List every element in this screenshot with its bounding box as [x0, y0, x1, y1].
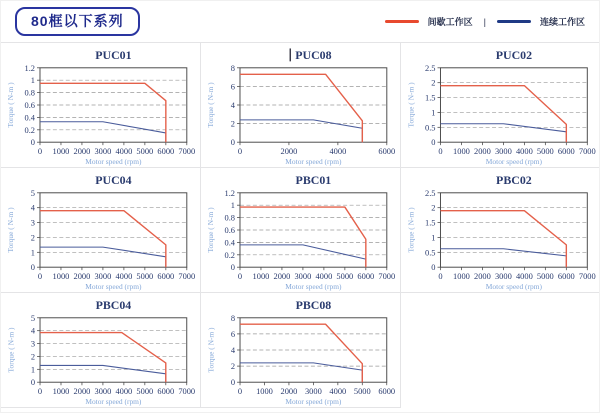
continuous-zone-swatch — [497, 20, 531, 23]
intermittent-curve — [40, 83, 166, 142]
x-tick-label: 0 — [438, 271, 443, 282]
x-tick-label: 2000 — [474, 271, 491, 282]
y-tick-label: 1 — [30, 75, 36, 86]
y-tick-label: 1.5 — [424, 217, 436, 228]
chart-cell-PBC01 — [201, 168, 401, 293]
chart-cell-PUC02 — [401, 43, 600, 168]
x-tick-label: 5000 — [353, 386, 371, 397]
intermittent-curve — [240, 324, 362, 382]
x-tick-label: 3000 — [494, 146, 512, 157]
x-tick-label: 6000 — [357, 271, 375, 282]
x-tick-label: 7000 — [178, 271, 196, 282]
x-axis-label: Motor speed (rpm) — [485, 282, 542, 292]
y-tick-label: 4 — [230, 344, 236, 355]
y-tick-label: 2.5 — [424, 187, 436, 198]
x-tick-label: 0 — [37, 271, 43, 282]
chart-cell-PUC04 — [1, 168, 201, 293]
intermittent-curve — [240, 207, 366, 267]
x-tick-label: 7000 — [578, 146, 596, 157]
y-tick-label: 0 — [30, 262, 36, 273]
chart-PBC02 — [401, 168, 600, 292]
x-tick-label: 5000 — [536, 146, 554, 157]
legend-separator: | — [483, 16, 486, 27]
text-caret — [290, 48, 291, 61]
x-tick-label: 6000 — [157, 271, 175, 282]
y-tick-label: 0.2 — [24, 124, 36, 135]
y-axis-label: Torque ( N-m ) — [206, 327, 216, 373]
y-axis-label: Torque ( N-m ) — [6, 327, 16, 373]
y-tick-label: 3 — [30, 338, 36, 349]
y-tick-label: 0 — [230, 262, 236, 273]
x-tick-label: 3000 — [94, 386, 112, 397]
y-tick-label: 5 — [30, 187, 36, 198]
chart-cell-PBC08 — [201, 293, 401, 408]
continuous-curve — [440, 124, 566, 142]
y-tick-label: 0 — [230, 377, 236, 388]
y-tick-label: 2 — [230, 361, 236, 372]
intermittent-zone-label: 间歇工作区 — [427, 17, 473, 27]
x-tick-label: 4000 — [515, 146, 533, 157]
x-tick-label: 6000 — [378, 386, 396, 397]
y-axis-label: Torque ( N-m ) — [6, 207, 16, 253]
x-tick-label: 6000 — [157, 146, 175, 157]
chart-cell-PUC01 — [1, 43, 201, 168]
x-tick-label: 4000 — [115, 386, 133, 397]
y-tick-label: 0.5 — [424, 247, 436, 258]
y-tick-label: 1 — [431, 107, 436, 118]
y-tick-label: 0.6 — [224, 224, 236, 235]
y-tick-label: 4 — [230, 99, 236, 110]
y-tick-label: 6 — [230, 328, 236, 339]
y-tick-label: 0 — [30, 377, 36, 388]
empty-cell — [401, 293, 600, 408]
chart-PUC04 — [1, 168, 200, 292]
y-tick-label: 1.5 — [424, 92, 436, 103]
y-tick-label: 6 — [230, 81, 236, 92]
chart-title: PBC02 — [496, 172, 532, 187]
y-tick-label: 1.2 — [224, 187, 236, 198]
x-axis-label: Motor speed (rpm) — [85, 157, 142, 167]
x-tick-label: 7000 — [178, 386, 196, 397]
x-tick-label: 3000 — [294, 271, 312, 282]
y-tick-label: 2 — [30, 351, 36, 362]
chart-PBC08 — [201, 293, 400, 407]
x-axis-label: Motor speed (rpm) — [285, 397, 342, 407]
intermittent-curve — [40, 211, 166, 268]
y-tick-label: 2 — [230, 118, 236, 129]
y-axis-label: Torque ( N-m ) — [406, 82, 416, 128]
x-tick-label: 4000 — [115, 146, 133, 157]
y-tick-label: 0.8 — [224, 212, 236, 223]
y-tick-label: 0.8 — [24, 87, 36, 98]
x-axis-label: Motor speed (rpm) — [85, 282, 142, 292]
intermittent-curve — [440, 86, 566, 143]
chart-PUC02 — [401, 43, 600, 167]
x-tick-label: 1000 — [52, 146, 70, 157]
chart-cell-PBC02 — [401, 168, 600, 293]
chart-title: PBC04 — [95, 297, 132, 312]
x-tick-label: 3000 — [494, 271, 512, 282]
chart-title: PUC08 — [295, 47, 332, 62]
x-tick-label: 5000 — [136, 146, 154, 157]
x-tick-label: 5000 — [536, 271, 554, 282]
x-tick-label: 6000 — [157, 386, 175, 397]
x-tick-label: 7000 — [178, 146, 196, 157]
x-tick-label: 0 — [237, 271, 243, 282]
x-tick-label: 7000 — [578, 271, 596, 282]
x-tick-label: 5000 — [336, 271, 354, 282]
y-tick-label: 0.2 — [224, 249, 236, 260]
y-tick-label: 1 — [30, 247, 36, 258]
y-tick-label: 2.5 — [424, 62, 436, 73]
chart-cell-PBC04 — [1, 293, 201, 408]
x-tick-label: 4000 — [329, 386, 347, 397]
y-tick-label: 8 — [230, 62, 236, 73]
chart-PUC01 — [1, 43, 200, 167]
y-tick-label: 0.4 — [24, 112, 36, 123]
y-tick-label: 0.4 — [224, 237, 236, 248]
plot-area — [40, 318, 187, 382]
x-tick-label: 2000 — [474, 146, 491, 157]
x-tick-label: 0 — [237, 386, 243, 397]
y-tick-label: 1 — [431, 232, 436, 243]
x-tick-label: 2000 — [273, 271, 291, 282]
continuous-zone-label: 连续工作区 — [539, 17, 585, 27]
y-tick-label: 0.5 — [424, 122, 436, 133]
chart-title: PUC01 — [95, 47, 132, 62]
intermittent-curve — [40, 333, 166, 383]
y-tick-label: 3 — [30, 217, 36, 228]
x-tick-label: 0 — [237, 146, 243, 157]
x-tick-label: 0 — [37, 146, 43, 157]
x-tick-label: 7000 — [378, 271, 396, 282]
continuous-curve — [40, 247, 166, 267]
y-tick-label: 0.6 — [24, 99, 36, 110]
plot-area — [40, 193, 187, 267]
x-tick-label: 1000 — [52, 271, 70, 282]
chart-PBC04 — [1, 293, 200, 407]
x-tick-label: 1000 — [453, 146, 470, 157]
x-tick-label: 5000 — [136, 271, 154, 282]
x-axis-label: Motor speed (rpm) — [85, 397, 142, 407]
x-axis-label: Motor speed (rpm) — [285, 157, 342, 167]
y-tick-label: 4 — [30, 202, 36, 213]
x-tick-label: 4000 — [329, 146, 347, 157]
y-axis-label: Torque ( N-m ) — [206, 207, 216, 253]
continuous-curve — [40, 365, 166, 382]
continuous-curve — [440, 249, 566, 267]
chart-title: PUC02 — [495, 47, 533, 62]
x-tick-label: 4000 — [515, 271, 533, 282]
x-tick-label: 5000 — [136, 386, 154, 397]
x-tick-label: 3000 — [94, 271, 112, 282]
x-tick-label: 1000 — [256, 386, 273, 397]
y-axis-label: Torque ( N-m ) — [6, 82, 16, 128]
continuous-curve — [240, 245, 366, 267]
y-tick-label: 1.2 — [24, 62, 36, 73]
charts-grid — [1, 42, 600, 408]
x-tick-label: 0 — [438, 146, 443, 157]
x-tick-label: 1000 — [453, 271, 470, 282]
chart-title: PBC01 — [295, 172, 332, 187]
y-tick-label: 2 — [30, 232, 36, 243]
y-axis-label: Torque ( N-m ) — [406, 207, 416, 253]
x-tick-label: 2000 — [280, 386, 298, 397]
x-tick-label: 2000 — [73, 271, 91, 282]
x-tick-label: 0 — [37, 386, 43, 397]
y-tick-label: 0 — [230, 137, 236, 148]
y-tick-label: 0 — [431, 137, 436, 148]
plot-area — [440, 68, 587, 142]
chart-title: PBC08 — [295, 297, 332, 312]
x-tick-label: 2000 — [73, 386, 91, 397]
intermittent-curve — [240, 74, 362, 142]
series-title-badge: 80框以下系列 — [15, 7, 140, 36]
x-tick-label: 1000 — [52, 386, 70, 397]
intermittent-zone-swatch — [385, 20, 419, 23]
x-axis-label: Motor speed (rpm) — [285, 282, 342, 292]
chart-title: PUC04 — [95, 172, 132, 187]
y-tick-label: 0 — [431, 262, 436, 273]
x-tick-label: 3000 — [94, 146, 112, 157]
legend — [385, 15, 585, 28]
x-tick-label: 4000 — [115, 271, 133, 282]
y-axis-label: Torque ( N-m ) — [206, 82, 216, 128]
x-tick-label: 3000 — [304, 386, 322, 397]
intermittent-curve — [440, 211, 566, 268]
y-tick-label: 4 — [30, 325, 36, 336]
y-tick-label: 2 — [431, 77, 436, 88]
chart-PUC08 — [201, 43, 400, 167]
x-tick-label: 2000 — [280, 146, 298, 157]
y-tick-label: 8 — [230, 312, 236, 323]
page-header — [1, 1, 599, 42]
x-tick-label: 4000 — [315, 271, 333, 282]
chart-PBC01 — [201, 168, 400, 292]
y-tick-label: 1 — [230, 200, 236, 211]
y-tick-label: 0 — [30, 137, 36, 148]
continuous-curve — [240, 120, 362, 142]
chart-cell-PUC08 — [201, 43, 401, 168]
x-axis-label: Motor speed (rpm) — [485, 157, 542, 167]
continuous-curve — [40, 122, 166, 142]
x-tick-label: 1000 — [252, 271, 270, 282]
x-tick-label: 2000 — [73, 146, 91, 157]
x-tick-label: 6000 — [557, 146, 575, 157]
x-tick-label: 6000 — [378, 146, 396, 157]
y-tick-label: 5 — [30, 312, 36, 323]
x-tick-label: 6000 — [557, 271, 575, 282]
y-tick-label: 1 — [30, 364, 36, 375]
y-tick-label: 2 — [431, 202, 436, 213]
